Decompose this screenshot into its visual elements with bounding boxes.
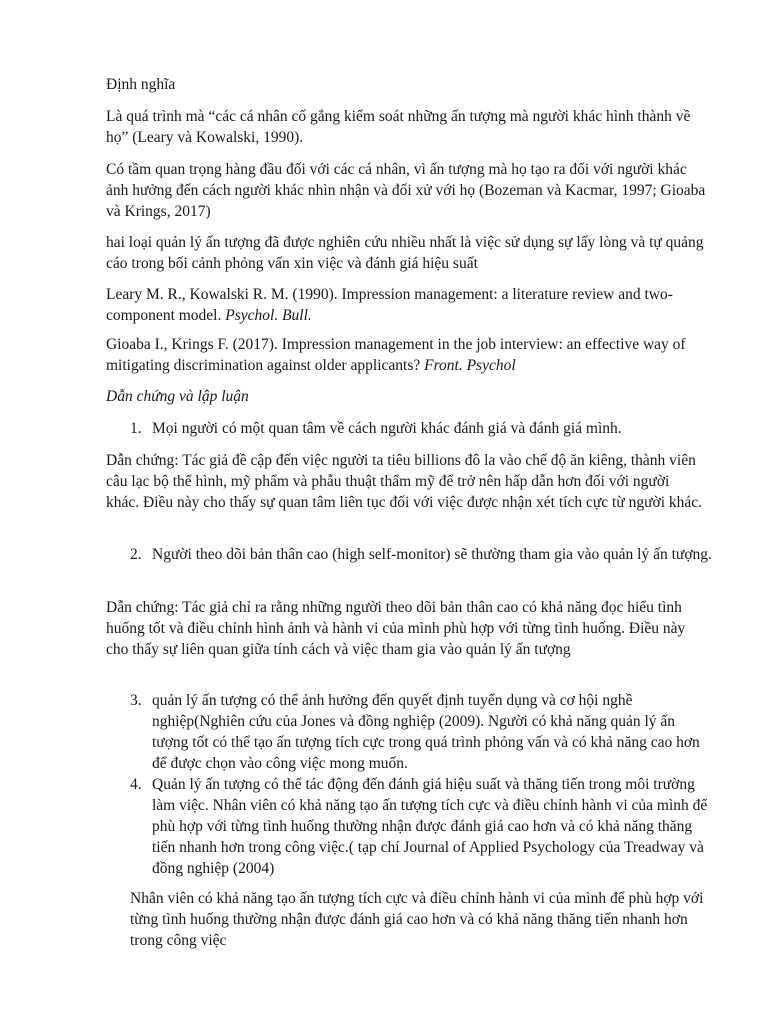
- heading-definition: Định nghĩa: [106, 76, 176, 93]
- list-item-3-number: 3.: [130, 692, 142, 709]
- paragraph-types: hai loại quản lý ấn tượng đã được nghiên cứu nhiều nhất là việc sử dụng sự lấy lòng và tự quảng cáo trong bối cảnh phỏng vấn xin việc và đánh giá hiệu suất: [106, 234, 704, 272]
- list-item-2: [130, 544, 715, 565]
- reference-gioaba-text: Gioaba I., Krings F. (2017). Impression management in the job interview: an effective way of mitigating discrimination against older applicants?: [106, 336, 686, 374]
- reference-leary-journal: Psychol. Bull.: [225, 307, 312, 324]
- list-item-4-text: Quản lý ấn tượng có thể tác động đến đánh giá hiệu suất và thăng tiến trong môi trường làm việc. Nhân viên có khả năng tạo ấn tượng tích cực và điều chỉnh hành vi của mình để phù hợp với từng tình huống thường nhận được đánh giá cao hơn và có khả năng thăng tiến nhanh hơn trong công việc.( tạp chí Journal of Applied Psychology của Treadway và đồng nghiệp (2004): [152, 776, 708, 877]
- list-item-1-number: 1.: [130, 420, 142, 437]
- heading-evidence: Dẫn chứng và lập luận: [106, 388, 249, 405]
- reference-gioaba-journal: Front. Psychol: [424, 357, 516, 374]
- list-item-4: [130, 774, 715, 879]
- list-item-4-number: 4.: [130, 776, 142, 793]
- list-item-3-text: quản lý ấn tượng có thể ảnh hưởng đến quyết định tuyển dụng và cơ hội nghề nghiệp(Nghiên cứu của Jones và đồng nghiệp (2009). Người có khả năng quản lý ấn tượng tốt có thể tạo ấn tượng tích cực trong quá trình phỏng vấn và có khả năng cao hơn để được chọn vào công việc mong muốn.: [152, 692, 700, 772]
- reference-leary-text: Leary M. R., Kowalski R. M. (1990). Impression management: a literature review and two-component model.: [106, 286, 673, 324]
- paragraph-final: Nhân viên có khả năng tạo ấn tượng tích cực và điều chỉnh hành vi của mình để phù hợp với từng tình huống thường nhận được đánh giá cao hơn và có khả năng thăng tiến nhanh hơn trong công việc: [130, 890, 704, 949]
- list-item-2-text: Người theo dõi bản thân cao (high self-monitor) sẽ thường tham gia vào quản lý ấn tượng.: [152, 546, 712, 563]
- reference-gioaba: [106, 334, 706, 376]
- list-item-1-text: Mọi người có một quan tâm về cách người khác đánh giá và đánh giá mình.: [152, 420, 622, 437]
- evidence-paragraph-2: Dẫn chứng: Tác giả chỉ ra rằng những người theo dõi bản thân cao có khả năng đọc hiểu tình huống tốt và điều chỉnh hình ảnh và hành vi của mình phù hợp với từng tình huống. Điều này cho thấy sự liên quan giữa tính cách và việc tham gia vào quản lý ấn tượng: [106, 599, 686, 658]
- paragraph-definition: Là quá trình mà “các cá nhân cố gắng kiểm soát những ấn tượng mà người khác hình thành về họ” (Leary và Kowalski, 1990).: [106, 108, 691, 146]
- list-item-3: [130, 690, 715, 774]
- list-item-1: [130, 418, 715, 439]
- paragraph-importance: Có tầm quan trọng hàng đầu đối với các cá nhân, vì ấn tượng mà họ tạo ra đối với người khác ảnh hưởng đến cách người khác nhìn nhận và đối xử với họ (Bozeman và Kacmar, 1997; Gioaba và Krings, 2017): [106, 161, 706, 220]
- list-item-2-number: 2.: [130, 546, 142, 563]
- reference-leary: [106, 284, 706, 326]
- evidence-paragraph-1: Dẫn chứng: Tác giả đề cập đến việc người ta tiêu billions đô la vào chế độ ăn kiêng, thành viên câu lạc bộ thể hình, mỹ phẩm và phẫu thuật thẩm mỹ để trở nên hấp dẫn hơn đối với người khác. Điều này cho thấy sự quan tâm liên tục đối với việc được nhận xét tích cực từ người khác.: [106, 452, 703, 511]
